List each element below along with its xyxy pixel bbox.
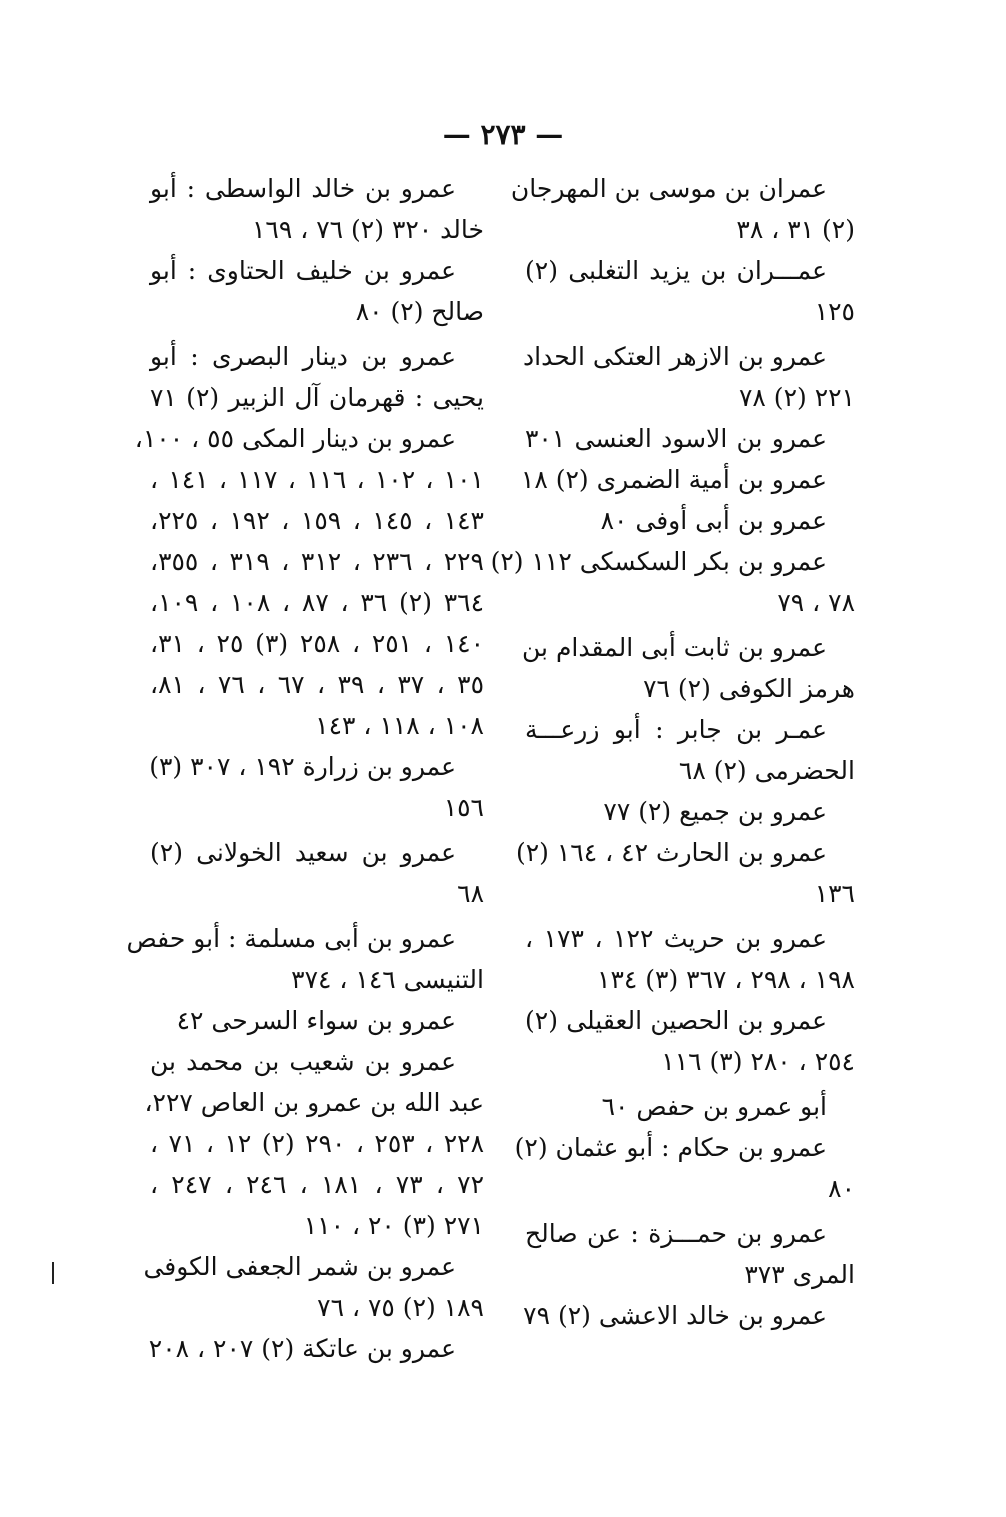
index-line: ٢٢٩ ، ٢٣٦ ، ٣١٢ ، ٣١٩ ، ٣٥٥، [150, 547, 484, 576]
index-line: عمرو بن زرارة ١٩٢ ، ٣٠٧ (٣) [149, 752, 456, 781]
index-line: الحضرمى (٢) ٦٨ [678, 756, 855, 785]
index-line: خالد ٣٢٠ (٢) ٧٦ ، ١٦٩ [251, 215, 484, 244]
index-line: التنيسى ١٤٦ ، ٣٧٤ [291, 965, 484, 994]
index-line: ١٤٣ ، ١٤٥ ، ١٥٩ ، ١٩٢ ، ٢٢٥، [150, 506, 484, 535]
index-line: عمرو بن بكر السكسكى ١١٢ (٢) [490, 547, 827, 576]
index-line: عبد الله بن عمرو بن العاص ٢٢٧، [144, 1088, 484, 1117]
page-number: — ٢٧٣ — [442, 118, 564, 151]
index-line: عمرو بن عاتكة (٢) ٢٠٧ ، ٢٠٨ [148, 1334, 456, 1363]
index-line: عمرو بن دينار المكى ٥٥ ، ١٠٠، [134, 424, 456, 453]
index-line: ٢٢١ (٢) ٧٨ [739, 383, 855, 412]
index-line: ١٥٦ [443, 793, 484, 822]
index-line: عمرو بن سواء السرحى ٤٢ [176, 1006, 456, 1035]
index-line: عمرو بن خالد الاعشى (٢) ٧٩ [523, 1301, 827, 1330]
index-line: عمرو بن الازهر العتكى الحداد [523, 342, 827, 371]
index-line: أبو عمرو بن حفص ٦٠ [601, 1092, 827, 1121]
index-line: ١٩٨ ، ٢٩٨ ، ٣٦٧ (٣) ١٣٤ [597, 965, 855, 994]
index-line: عمرو بن جميع (٢) ٧٧ [603, 797, 827, 826]
index-line: عمرو بن شعيب بن محمد بن [150, 1047, 456, 1076]
index-line: عمـر بن جابر : أبو زرعـــة [525, 715, 827, 744]
index-line: ١٠١ ، ١٠٢ ، ١١٦ ، ١١٧ ، ١٤١ ، [150, 465, 484, 494]
index-line: ٣٥ ، ٣٧ ، ٣٩ ، ٦٧ ، ٧٦ ، ٨١، [150, 670, 484, 699]
index-line: عمرو بن دينار البصرى : أبو [150, 342, 456, 371]
index-line: عمرو بن الحصين العقيلى (٢) [525, 1006, 827, 1035]
index-line: ٦٨ [457, 879, 484, 908]
index-line: ١٣٦ [814, 879, 855, 908]
index-line: ١٨٩ (٢) ٧٥ ، ٧٦ [317, 1293, 484, 1322]
index-column-right [490, 168, 855, 1336]
index-line: ١٢٥ [814, 297, 855, 326]
index-line: عمرو بن ثابت أبى المقدام بن [522, 633, 827, 662]
index-line: عمرو بن شمر الجعفى الكوفى [143, 1252, 456, 1281]
index-line: ٢٢٨ ، ٢٥٣ ، ٢٩٠ (٢) ١٢ ، ٧١ ، [150, 1129, 485, 1158]
index-line: عمرو بن حريث ١٢٢ ، ١٧٣ ، [525, 924, 828, 953]
index-line: عمرو بن الاسود العنسى ٣٠١ [525, 424, 827, 453]
index-line: ٧٢ ، ٧٣ ، ١٨١ ، ٢٤٦ ، ٢٤٧ ، [150, 1170, 485, 1199]
index-line: ٢٥٤ ، ٢٨٠ (٣) ١١٦ [661, 1047, 855, 1076]
index-line: عمرو بن سعيد الخولانى (٢) [150, 838, 456, 867]
index-line: (٢) ٣١ ، ٣٨ [736, 215, 855, 244]
index-line: عمرو بن حمـــزة : عن صالح [525, 1219, 827, 1248]
index-line: ٢٧١ (٣) ٢٠ ، ١١٠ [303, 1211, 484, 1240]
index-line: ٧٨ ، ٧٩ [777, 588, 855, 617]
index-line: يحيى : قهرمان آل الزبير (٢) ٧١ [150, 383, 484, 412]
index-line: عمرو بن أبى مسلمة : أبو حفص [126, 924, 456, 953]
index-line: المرى ٣٧٣ [744, 1260, 855, 1289]
index-line: صالح (٢) ٨٠ [355, 297, 484, 326]
index-line: عمرو بن الحارث ٤٢ ، ١٦٤ (٢) [515, 838, 827, 867]
index-line: ٣٦٤ (٢) ٣٦ ، ٨٧ ، ١٠٨ ، ١٠٩، [150, 588, 485, 617]
margin-mark [52, 1262, 54, 1284]
index-line: هرمز الكوفى (٢) ٧٦ [643, 674, 855, 703]
index-column-left [126, 168, 485, 1369]
index-line: عمرو بن خليف الحتاوى : أبو [150, 256, 456, 285]
index-line: عمرو بن حكام : أبو عثمان (٢) [514, 1133, 827, 1162]
index-line: عمرو بن أبى أوفى ٨٠ [600, 506, 827, 535]
index-line: ١٠٨ ، ١١٨ ، ١٤٣ [315, 711, 484, 740]
index-line: ٨٠ [828, 1174, 855, 1203]
index-line: عمران بن موسى بن المهرجان [510, 174, 827, 203]
index-line: ١٤٠ ، ٢٥١ ، ٢٥٨ (٣) ٢٥ ، ٣١، [150, 629, 485, 658]
index-line: عمرو بن خالد الواسطى : أبو [150, 174, 456, 203]
index-line: عمرو بن أمية الضمرى (٢) ١٨ [520, 465, 827, 494]
index-line: عمـــران بن يزيد التغلبى (٢) [525, 256, 827, 285]
